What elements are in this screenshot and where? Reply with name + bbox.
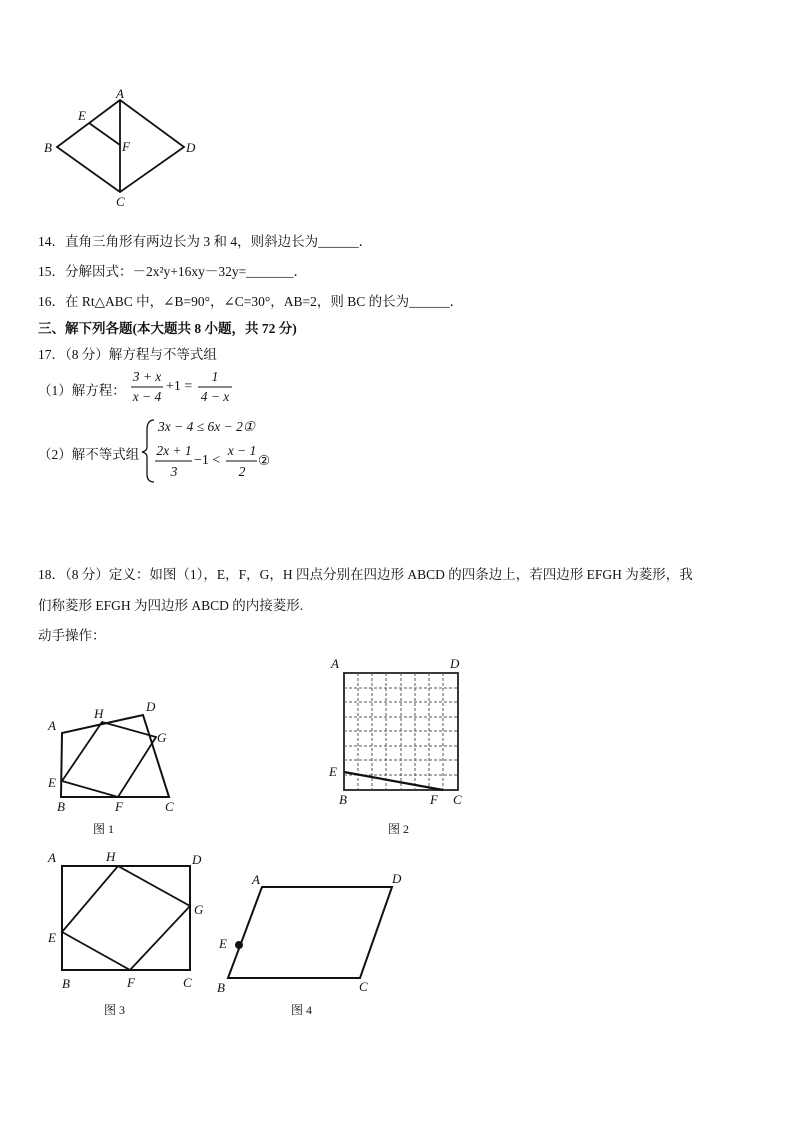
inequality-1: 3x − 4 ≤ 6x − 2① (158, 419, 255, 434)
fig3-label-h: H (106, 849, 116, 864)
fig1-label-e: E (48, 775, 56, 790)
fig2-label-b: B (339, 792, 347, 807)
frac1-num: 3 + x (132, 369, 162, 384)
part2-label: （2）解不等式组 (38, 447, 140, 462)
top-rhombus-figure (57, 100, 184, 192)
fig1-label-c: C (165, 799, 174, 814)
fig4-label-e: E (219, 936, 227, 951)
part1-label: （1）解方程： (38, 383, 126, 398)
label-a: A (116, 86, 124, 101)
frac3-den: 3 (170, 464, 178, 479)
section-heading: 三、解下列各题(本大题共 8 小题，共 72 分) (38, 321, 297, 336)
question-16: 16．在 Rt△ABC 中，∠B=90°，∠C=30°，AB=2，则 BC 的长为______． (38, 294, 464, 309)
fig1-caption: 图 1 (93, 822, 115, 836)
fig1-label-d: D (146, 699, 156, 714)
question-14: 14．直角三角形有两边长为 3 和 4，则斜边长为______． (38, 234, 373, 249)
fig1-label-b: B (57, 799, 65, 814)
question-17-title: 17．（8 分）解方程与不等式组 (38, 347, 217, 362)
fig4-label-a: A (252, 872, 260, 887)
fig3-caption: 图 3 (104, 1003, 126, 1017)
frac2-num: 1 (211, 369, 219, 384)
fig4-label-b: B (217, 980, 225, 995)
label-f: F (122, 139, 130, 154)
figure4 (228, 887, 392, 978)
label-d: D (186, 140, 196, 155)
fig3-rect-abcd (62, 866, 190, 970)
question-15: 15．分解因式：－2x²y+16xy－32y=_______． (38, 264, 308, 279)
fig3-label-d: D (192, 852, 202, 867)
fig2-label-c: C (453, 792, 462, 807)
ineq2-mid: −1 < (194, 453, 221, 468)
fig2-label-d: D (450, 656, 460, 671)
fig4-caption: 图 4 (291, 1003, 313, 1017)
frac4-num: x − 1 (227, 443, 257, 458)
fig3-rhombus-efgh (62, 866, 190, 970)
fig3-label-f: F (127, 975, 135, 990)
fig3-label-c: C (183, 975, 192, 990)
fig1-rhombus-efgh (62, 722, 156, 797)
fig3-label-g: G (194, 902, 204, 917)
segment-ef (89, 123, 120, 145)
fig3-label-b: B (62, 976, 70, 991)
fig2-segment-ef (344, 772, 443, 790)
frac3-num: 2x + 1 (156, 443, 192, 458)
question-18-line1: 18．（8 分）定义：如图（1），E，F，G，H 四点分别在四边形 ABCD 的四条边上，若四边形 EFGH 为菱形，我 (38, 567, 693, 582)
question-18-line3: 动手操作： (38, 628, 106, 643)
fig2-grid (344, 673, 458, 790)
label-e: E (78, 108, 86, 123)
question-18-line2: 们称菱形 EFGH 为四边形 ABCD 的内接菱形. (38, 598, 304, 613)
fig1-label-g: G (157, 730, 167, 745)
figure3 (62, 866, 190, 970)
fig1-label-a: A (48, 718, 56, 733)
fig4-label-d: D (392, 871, 402, 886)
figure2 (344, 673, 458, 790)
eq1-mid: +1 = (166, 379, 193, 394)
fig3-label-a: A (48, 850, 56, 865)
figure1 (61, 715, 169, 797)
fig2-caption: 图 2 (388, 822, 410, 836)
fig1-label-h: H (94, 706, 104, 721)
frac4-den: 2 (238, 464, 246, 479)
fig1-label-f: F (115, 799, 123, 814)
fig4-point-e (235, 941, 243, 949)
label-b: B (44, 140, 52, 155)
frac1-den: x − 4 (132, 389, 162, 404)
fig4-parallelogram-abcd (228, 887, 392, 978)
fig2-label-a: A (331, 656, 339, 671)
label-c: C (116, 194, 125, 209)
fig3-label-e: E (48, 930, 56, 945)
fig2-label-e: E (329, 764, 337, 779)
fig4-label-c: C (359, 979, 368, 994)
fig2-label-f: F (430, 792, 438, 807)
frac2-den: 4 − x (200, 389, 230, 404)
inequality-2-mark: ② (258, 453, 271, 468)
